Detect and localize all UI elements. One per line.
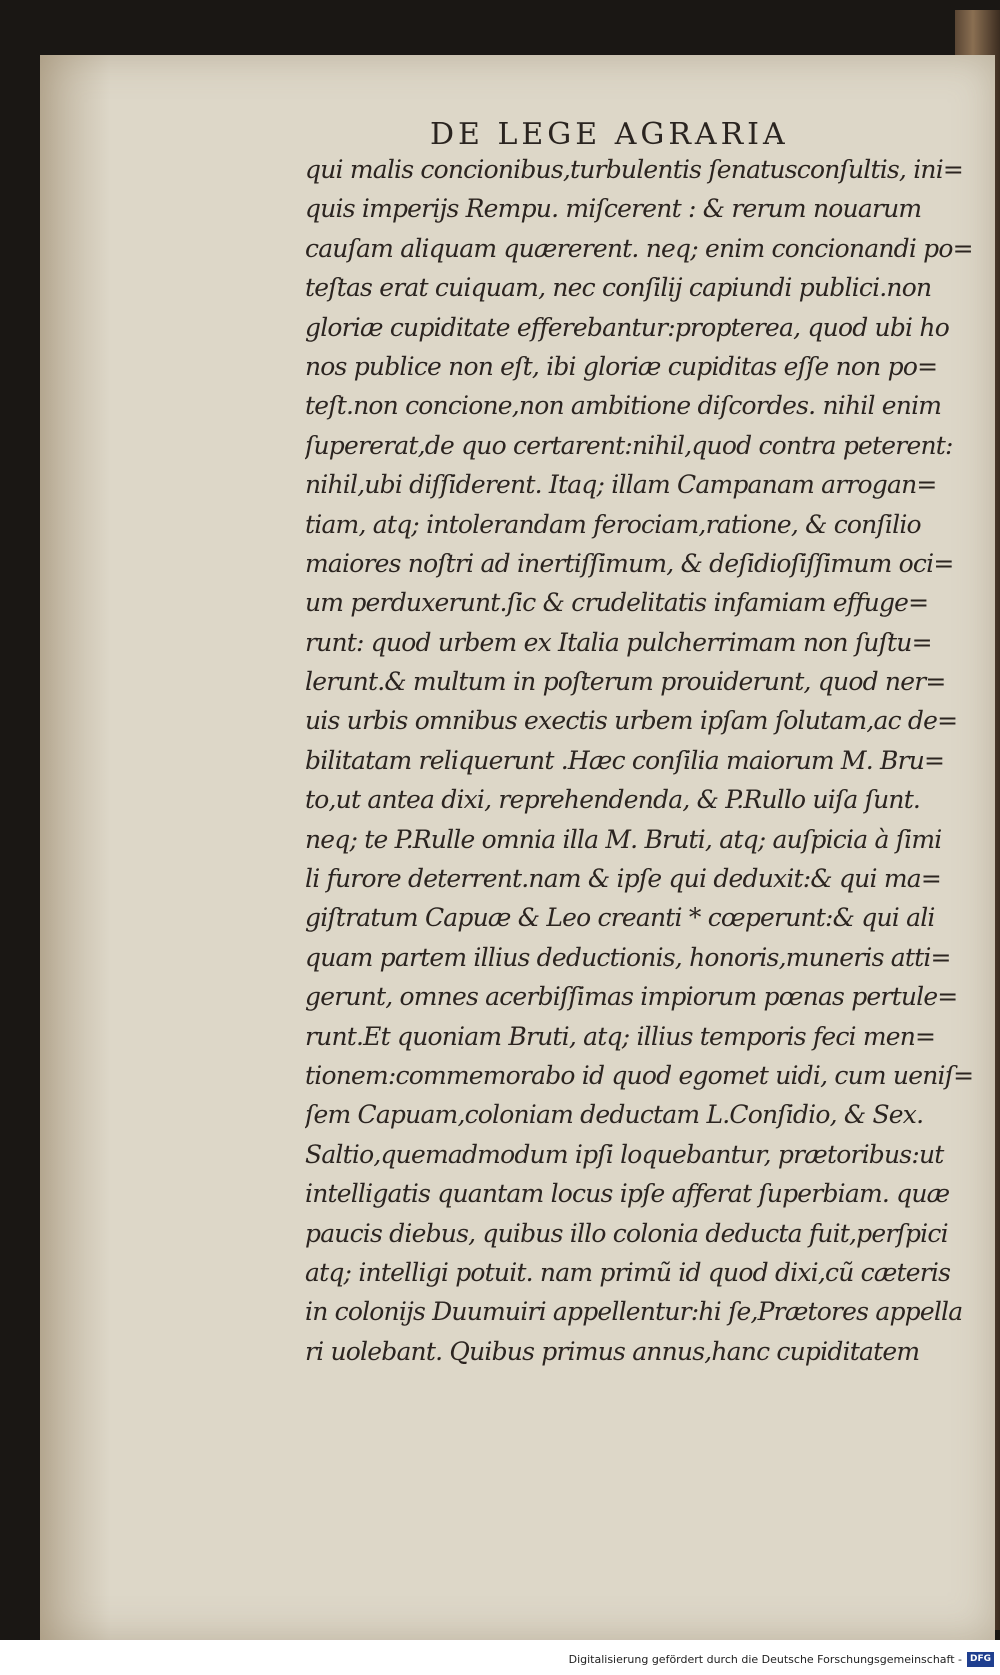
text-line: maiores noſtri ad inertiſſimum, & deſidioſiſſimum oci= — [305, 548, 954, 578]
text-line: ſupererat,de quo certarent:nihil,quod contra peterent: — [305, 430, 953, 460]
text-line: uis urbis omnibus exectis urbem ipſam ſolutam,ac de= — [305, 706, 958, 736]
text-line: teſt.non concione,non ambitione diſcordes. nihil enim — [305, 391, 942, 421]
text-line: gloriæ cupiditate efferebantur:propterea, quod ubi ho — [305, 312, 949, 342]
text-line: lerunt.& multum in poſterum prouiderunt, quod ner= — [305, 667, 946, 697]
text-line: tionem:commemorabo id quod egomet uidi, cum ueniſ= — [305, 1060, 974, 1090]
text-line: giſtratum Capuæ & Leo creanti * cœperunt:& qui ali — [305, 903, 935, 933]
text-line: runt.Et quoniam Bruti, atq; illius temporis feci men= — [305, 1021, 936, 1051]
running-head: DE LEGE AGRARIA — [430, 117, 789, 152]
body-text — [305, 150, 995, 1371]
text-line: intelligatis quantam locus ipſe afferat ſuperbiam. quæ — [305, 1179, 950, 1209]
text-line: quam partem illius deductionis, honoris,muneris atti= — [305, 942, 951, 972]
text-line: in colonijs Duumuiri appellentur:hi ſe,Prætores appella — [305, 1297, 963, 1327]
footer-credit — [569, 1648, 994, 1670]
text-line: bilitatam reliquerunt .Hæc conſilia maiorum M. Bru= — [305, 745, 945, 775]
text-line: ſem Capuam,coloniam deductam L.Conſidio, & Sex. — [305, 1100, 924, 1130]
text-line: neq; te P.Rulle omnia illa M. Bruti, atq; auſpicia à ſimi — [305, 824, 942, 854]
text-line: to,ut antea dixi, reprehendenda, & P.Rullo uiſa ſunt. — [305, 785, 921, 815]
text-line: gerunt, omnes acerbiſſimas impiorum pœnas pertule= — [305, 982, 958, 1012]
text-line: runt: quod urbem ex Italia pulcherrimam non ſuſtu= — [305, 627, 932, 657]
dfg-logo: DFG — [967, 1652, 994, 1667]
footer-credit-text: Digitalisierung gefördert durch die Deutsche Forschungsgemeinschaft - — [568, 1652, 962, 1666]
text-line: nos publice non eſt, ibi gloriæ cupiditas eſſe non po= — [305, 351, 938, 381]
book-page — [40, 55, 995, 1640]
text-line: quis imperijs Rempu. miſcerent : & rerum nouarum — [305, 194, 922, 224]
text-line: paucis diebus, quibus illo colonia deducta fuit,perſpici — [305, 1218, 948, 1248]
text-line: Saltio,quemadmodum ipſi loquebantur, prætoribus:ut — [305, 1139, 944, 1169]
text-line: nihil,ubi diſſiderent. Itaq; illam Campanam arrogan= — [305, 470, 937, 500]
text-line: qui malis concionibus,turbulentis ſenatusconſultis, ini= — [305, 155, 964, 184]
text-line: atq; intelligi potuit. nam primũ id quod dixi,cũ cæteris — [305, 1257, 951, 1287]
text-line: ri uolebant. Quibus primus annus,hanc cupiditatem — [305, 1336, 920, 1366]
text-line: li furore deterrent.nam & ipſe qui deduxit:& qui ma= — [305, 864, 941, 894]
text-line: cauſam aliquam quærerent. neq; enim concionandi po= — [305, 233, 973, 263]
text-line: teſtas erat cuiquam, nec conſilij capiundi publici.non — [305, 273, 932, 303]
text-line: um perduxerunt.ſic & crudelitatis infamiam effuge= — [305, 588, 929, 618]
text-line: tiam, atq; intolerandam ferociam,ratione, & conſilio — [305, 509, 921, 539]
gutter-shadow — [40, 55, 110, 1640]
